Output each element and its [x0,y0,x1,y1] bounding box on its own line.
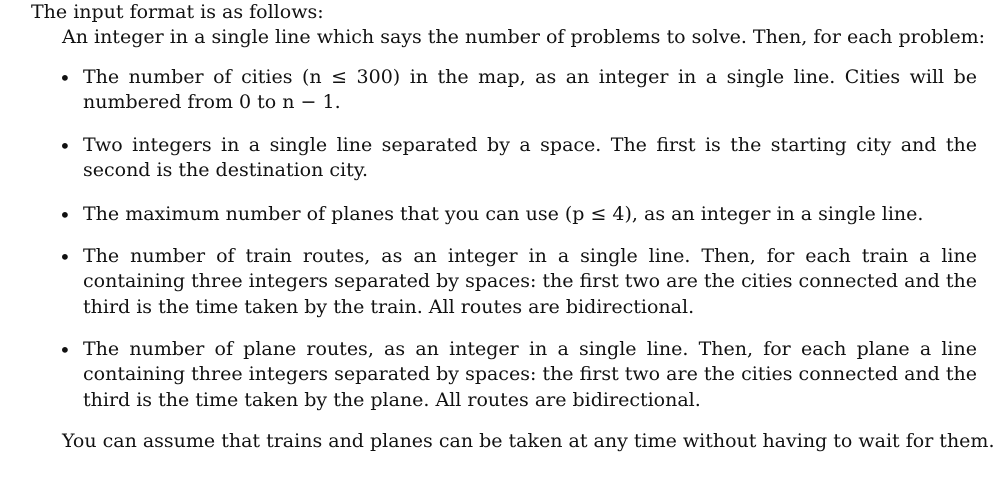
bullet-icon: • [59,66,71,90]
list-item-text: Two integers in a single line separated by a space. The first is the starting city and the second is the destination city. [83,134,977,182]
closing-paragraph: You can assume that trains and planes can be taken at any time without having to wait for them. [62,430,995,452]
intro-paragraph: An integer in a single line which says the number of problems to solve. Then, for each problem: [62,26,986,48]
section-heading: The input format is as follows: [31,1,324,23]
list-item-text: The number of train routes, as an integer in a single line. Then, for each train a line containing three integers separated by spaces: the first two are the cities connected and the third is the time taken by the train. All routes are bidirectional. [83,245,977,318]
bullet-icon: • [59,338,71,362]
bullet-icon: • [59,203,71,227]
bullet-icon: • [59,245,71,269]
bullet-icon: • [59,134,71,158]
list-item-text: The number of cities (n ≤ 300) in the map, as an integer in a single line. Cities will be numbered from 0 to n − 1. [83,66,977,114]
list-item-text: The number of plane routes, as an integer in a single line. Then, for each plane a line containing three integers separated by spaces: the first two are the cities connected and the third is the time taken by the plane. All routes are bidirectional. [83,338,977,411]
list-item-text: The maximum number of planes that you can use (p ≤ 4), as an integer in a single line. [83,203,924,225]
